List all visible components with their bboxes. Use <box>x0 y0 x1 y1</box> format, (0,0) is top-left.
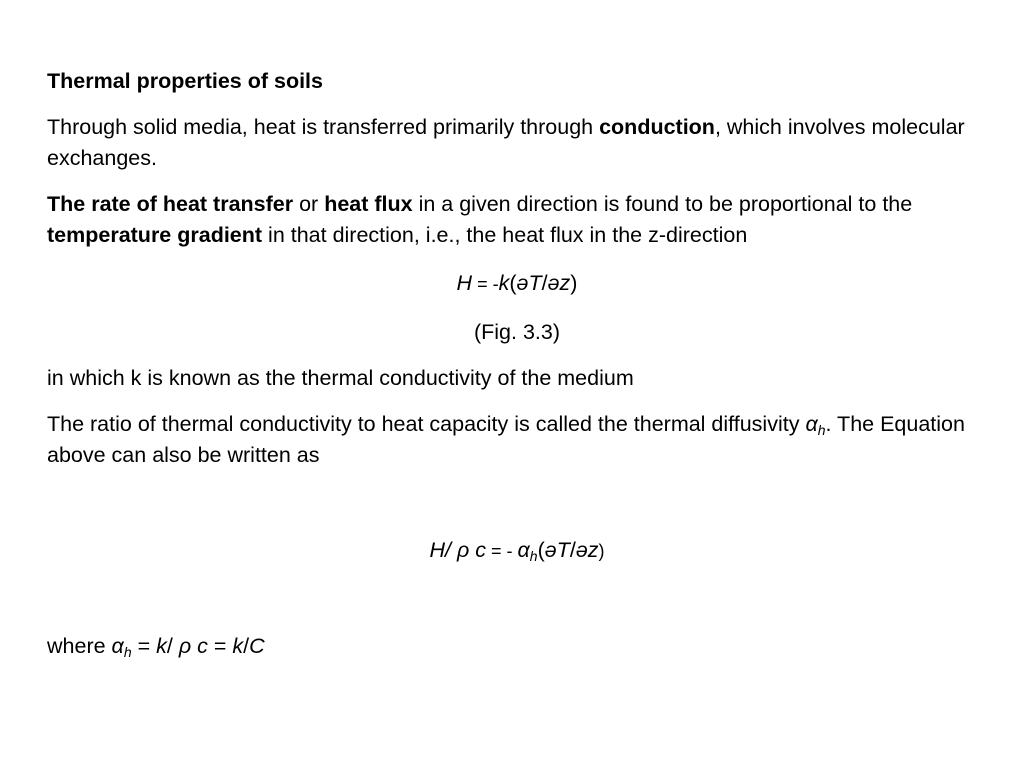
term-heat-flux: heat flux <box>324 192 413 216</box>
term-temperature-gradient: temperature gradient <box>47 223 263 247</box>
eq-symbol: əz <box>547 271 571 295</box>
equation-diffusivity <box>47 535 987 567</box>
slide-content <box>47 66 987 662</box>
eq-symbol: α <box>517 538 530 562</box>
eq-symbol: əz <box>575 538 599 562</box>
text: in a given direction is found to be proportional to the <box>412 192 913 216</box>
text: where <box>47 634 112 658</box>
paragraph-heat-flux <box>47 189 987 251</box>
eq-operator: = - <box>485 541 518 561</box>
eq-operator: = <box>207 634 233 658</box>
paragraph-conduction <box>47 112 987 174</box>
eq-operator: / <box>569 538 576 562</box>
eq-symbol: k <box>156 634 167 658</box>
eq-subscript: h <box>123 644 132 660</box>
eq-paren: ) <box>598 541 605 561</box>
eq-symbol: H <box>456 271 473 295</box>
eq-symbol: əT <box>516 271 542 295</box>
eq-subscript: h <box>529 548 538 564</box>
eq-symbol: k <box>498 271 510 295</box>
paragraph-conductivity: in which k is known as the thermal conductivity of the medium <box>47 366 634 390</box>
term-rate-of-heat-transfer: The rate of heat transfer <box>47 192 294 216</box>
eq-paren: ( <box>537 538 545 562</box>
eq-subscript: h <box>817 422 826 438</box>
eq-operator: / <box>541 271 548 295</box>
slide-title: Thermal properties of soils <box>47 69 323 93</box>
eq-symbol: əT <box>544 538 570 562</box>
eq-operator: = - <box>472 274 499 294</box>
eq-symbol: α <box>111 634 124 658</box>
eq-symbol: α <box>805 412 818 436</box>
text: The ratio of thermal conductivity to heat capacity is called the thermal diffusivity <box>47 412 806 436</box>
paragraph-diffusivity <box>47 409 987 471</box>
figure-reference: (Fig. 3.3) <box>473 320 561 344</box>
eq-paren: ) <box>570 271 578 295</box>
eq-symbol: H/ ρ c <box>429 538 486 562</box>
equation-heat-flux <box>47 268 987 300</box>
eq-symbol: ρ c <box>178 634 208 658</box>
text: or <box>293 192 325 216</box>
eq-symbol: k <box>232 634 244 658</box>
eq-symbol: C <box>249 634 265 658</box>
text: . The Equation above can also be written as <box>47 412 965 467</box>
where-definition <box>47 631 987 662</box>
eq-paren: ( <box>509 271 517 295</box>
eq-operator: / <box>243 634 250 658</box>
text: Through solid media, heat is transferred primarily through <box>47 115 600 139</box>
text: , which involves molecular exchanges. <box>47 115 965 170</box>
eq-operator: / <box>166 634 179 658</box>
eq-operator: = <box>131 634 157 658</box>
term-conduction: conduction <box>599 115 715 139</box>
text: in that direction, i.e., the heat flux in the z-direction <box>262 223 748 247</box>
